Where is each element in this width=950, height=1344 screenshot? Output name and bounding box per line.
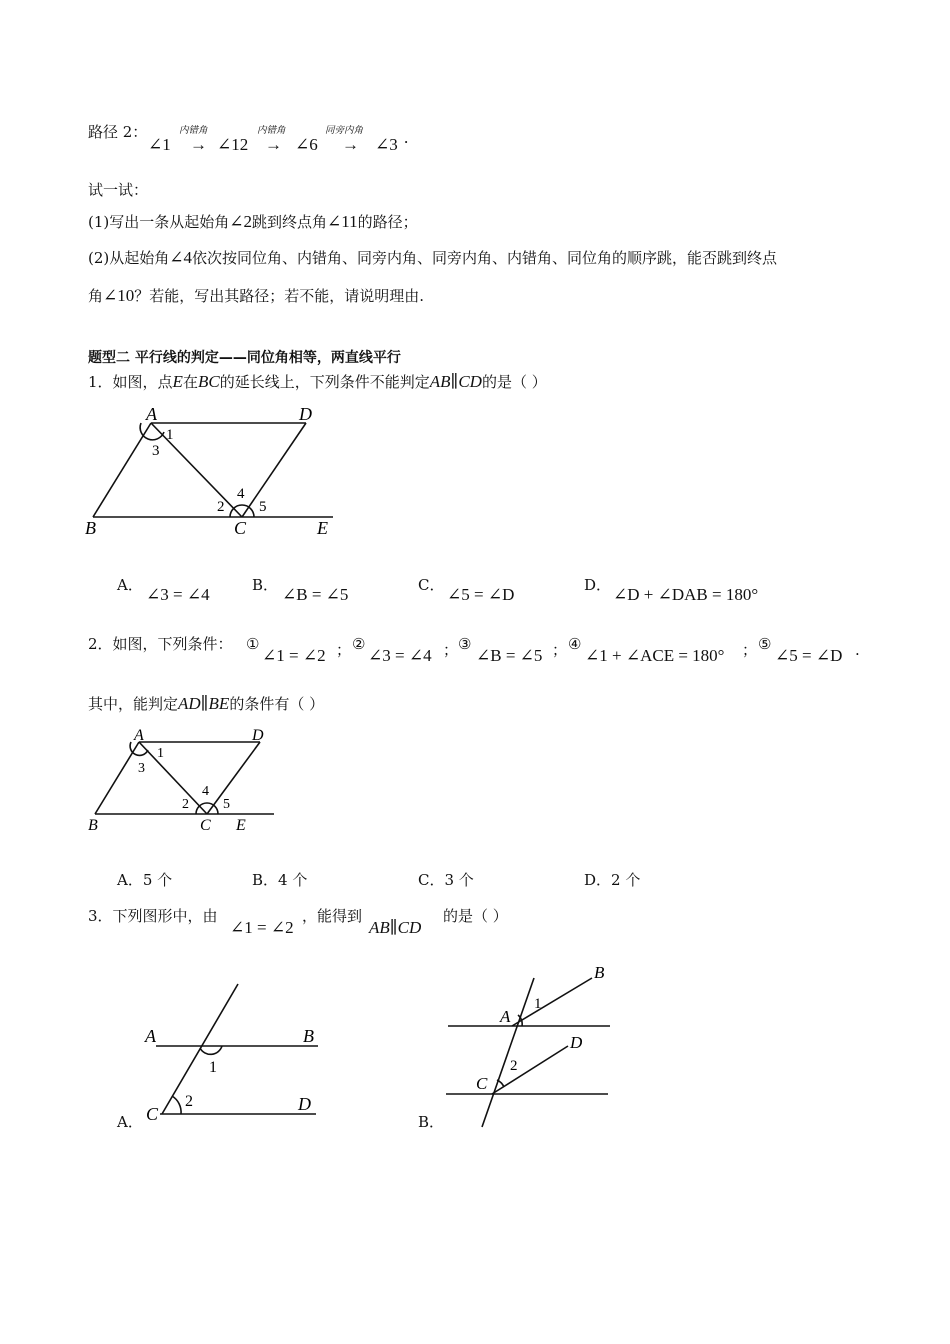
q2-cond-3-sep: ； [552,641,568,659]
angle-2: 2 [182,797,189,812]
q1-option-c[interactable]: ∠5 = ∠D [447,585,515,604]
line-DC [207,742,260,814]
label-B: B [594,963,605,982]
angle-4: 4 [202,784,209,799]
q2-cond-1-mark: ① [246,635,260,653]
q3-cond: ∠1 = ∠2 [230,918,294,937]
angle-1: 1 [166,427,174,443]
q2-option-c[interactable]: C．3 个 [418,871,474,889]
relation-label-3: 同旁内角 [325,125,364,136]
q3-figure-b [440,960,620,1135]
q3-parallel: AB∥CD [369,918,422,937]
angle-2: 2 [185,1093,193,1110]
label-C: C [146,1104,159,1124]
q3-figure-a [138,976,328,1126]
path-step-4: ∠3 [375,135,398,154]
q1-option-b[interactable]: ∠B = ∠5 [282,585,349,604]
path-arrow-1: → [190,135,207,154]
q1-option-a-letter[interactable]: A． [117,576,143,594]
label-D: D [298,1094,311,1114]
q2-cond-1: ∠1 = ∠2 [262,646,326,665]
path-step-2: ∠12 [217,135,249,154]
q1-option-c-letter[interactable]: C． [418,576,445,594]
label-B: B [85,518,96,538]
path-arrow-2: → [265,135,282,154]
angle-2: 2 [217,499,225,515]
path-arrow-3: → [342,135,359,154]
q3-stem-pre: 3．下列图形中，由 [88,907,218,925]
line-AC [139,742,207,814]
ray-AB [512,978,592,1026]
q1-option-d-letter[interactable]: D． [584,576,612,594]
angle-3: 3 [138,761,145,776]
q2-cond-5-mark: ⑤ [758,635,772,653]
path-step-3: ∠6 [295,135,318,154]
angle-5: 5 [223,797,230,812]
label-C: C [200,817,211,834]
line-AC [151,423,242,517]
q1-option-b-letter[interactable]: B． [252,576,279,594]
arc-2 [172,1096,181,1114]
angle-1: 1 [157,746,164,761]
label-A: A [146,404,157,424]
q1-option-d[interactable]: ∠D + ∠DAB = 180° [613,585,759,604]
angle-2: 2 [510,1058,518,1074]
line-AB [93,423,151,517]
q2-cond-4: ∠1 + ∠ACE = 180° [585,646,725,665]
label-B: B [88,817,98,834]
label-E: E [236,817,246,834]
q2-cond-3-mark: ③ [458,635,472,653]
q1-option-a[interactable]: ∠3 = ∠4 [146,585,210,604]
try-q1: (1)写出一条从起始角∠2跳到终点角∠11的路径； [88,212,418,231]
arc-A [140,423,164,440]
relation-label-1: 内错角 [179,125,208,136]
angle-3: 3 [152,443,160,459]
q2-cond-4-mark: ④ [568,635,582,653]
try-title: 试一试： [88,181,149,199]
q2-cond-5-sep: . [855,641,860,659]
label-A: A [500,1007,511,1026]
q1-stem: 1．如图，点E在BC的延长线上，下列条件不能判定AB∥CD的是（ ） [88,372,547,391]
label-C: C [234,518,247,538]
section-title: 题型二 平行线的判定——同位角相等，两直线平行 [88,350,401,366]
q2-option-d[interactable]: D．2 个 [584,871,641,889]
arc-2 [497,1080,504,1087]
path2-label: 路径 2： [88,123,148,141]
q2-cond-5: ∠5 = ∠D [775,646,843,665]
q2-stem-line2: 其中，能判定AD∥BE的条件有（ ） [88,694,325,713]
q2-cond-1-sep: ； [336,641,352,659]
q3-option-a-letter[interactable]: A． [117,1113,143,1131]
q2-cond-2: ∠3 = ∠4 [368,646,432,665]
transversal [482,978,534,1127]
q2-cond-4-sep: ； [742,641,758,659]
path-step-1: ∠1 [148,135,171,154]
angle-4: 4 [237,486,245,502]
q3-stem-mid: ，能得到 [302,907,363,925]
q2-figure [82,724,282,836]
label-C: C [476,1074,488,1093]
label-D: D [252,727,264,744]
q2-stem-pre: 2．如图，下列条件： [88,635,233,653]
q2-cond-2-mark: ② [352,635,366,653]
q3-stem-post: 的是（ ） [443,907,508,925]
q2-option-b[interactable]: B．4 个 [252,871,308,889]
label-E: E [317,518,328,538]
try-q2-line1: (2)从起始角∠4依次按同位角、内错角、同旁内角、同旁内角、内错角、同位角的顺序跳，能否跳到终点 [88,248,778,267]
q2-option-a[interactable]: A．5 个 [117,871,173,889]
q2-cond-3: ∠B = ∠5 [476,646,543,665]
label-D: D [570,1033,583,1052]
arc-1 [200,1046,222,1054]
angle-5: 5 [259,499,267,515]
q1-figure [80,400,350,542]
angle-1: 1 [534,996,542,1012]
arc-C [230,505,254,517]
label-A: A [134,727,144,744]
try-q2-line2: 角∠10？若能，写出其路径；若不能，请说明理由. [88,286,425,305]
q3-option-b-letter[interactable]: B． [418,1113,445,1131]
angle-1: 1 [209,1059,217,1076]
label-B: B [303,1026,314,1046]
relation-label-2: 内错角 [257,125,286,136]
line-DC [242,423,306,517]
q2-cond-2-sep: ； [443,641,459,659]
label-D: D [299,404,312,424]
path-end: . [404,128,409,147]
label-A: A [145,1026,156,1046]
